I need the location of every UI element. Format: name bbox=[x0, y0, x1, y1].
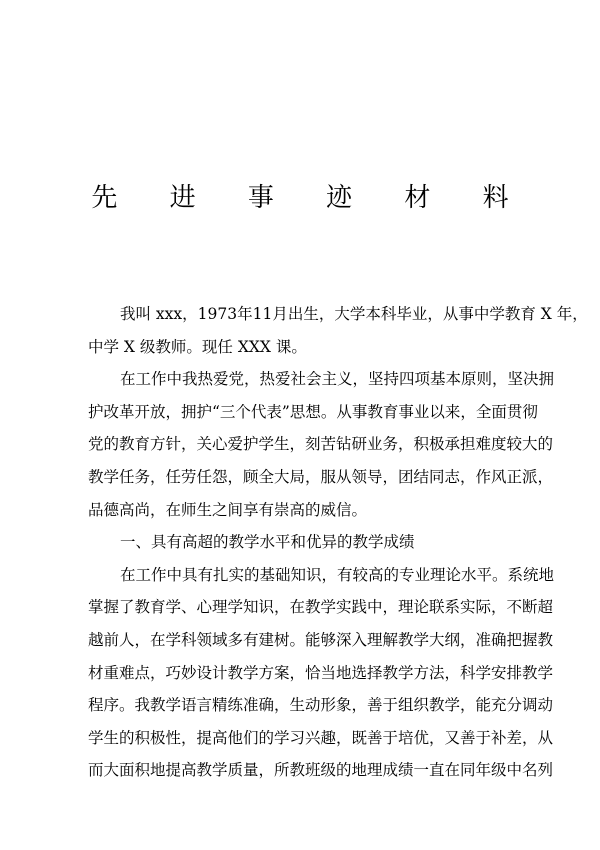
paragraph-line: 护改革开放，拥护“三个代表”思想。从事教育事业以来，全面贯彻 bbox=[88, 402, 538, 421]
section-heading: 一、具有高超的教学水平和优异的教学成绩 bbox=[120, 533, 415, 552]
document-body bbox=[88, 298, 588, 787]
paragraph-line: 在工作中具有扎实的基础知识，有较高的专业理论水平。系统地 bbox=[120, 565, 555, 584]
paragraph-line: 在工作中我热爱党，热爱社会主义，坚持四项基本原则，坚决拥 bbox=[120, 370, 555, 389]
paragraph-line: 中学 X 级教师。现任 XXX 课。 bbox=[88, 337, 307, 356]
document-title: 先 进 事 迹 材 料 bbox=[91, 183, 531, 213]
paragraph-line: 掌握了教育学、心理学知识，在教学实践中，理论联系实际，不断超 bbox=[88, 598, 554, 617]
paragraph-line: 党的教育方针，关心爱护学生，刻苦钻研业务，积极承担难度较大的 bbox=[88, 435, 554, 454]
paragraph-line: 学生的积极性，提高他们的学习兴趣，既善于培优，又善于补差，从 bbox=[88, 728, 554, 747]
paragraph-line: 我叫 xxx，1973年11月出生，大学本科毕业，从事中学教育 X 年， bbox=[120, 305, 588, 323]
paragraph-line: 而大面积地提高教学质量，所教班级的地理成绩一直在同年级中名列 bbox=[88, 761, 554, 780]
paragraph-line: 教学任务，任劳任怨，顾全大局，服从领导，团结同志，作风正派， bbox=[88, 467, 554, 486]
paragraph-line: 品德高尚，在师生之间享有崇高的威信。 bbox=[88, 500, 368, 519]
paragraph-line: 越前人，在学科领域多有建树。能够深入理解教学大纲，准确把握教 bbox=[88, 630, 554, 649]
paragraph-line: 程序。我教学语言精练准确，生动形象，善于组织教学，能充分调动 bbox=[88, 696, 554, 715]
paragraph-line: 材重难点，巧妙设计教学方案，恰当地选择教学方法，科学安排教学 bbox=[88, 663, 554, 682]
